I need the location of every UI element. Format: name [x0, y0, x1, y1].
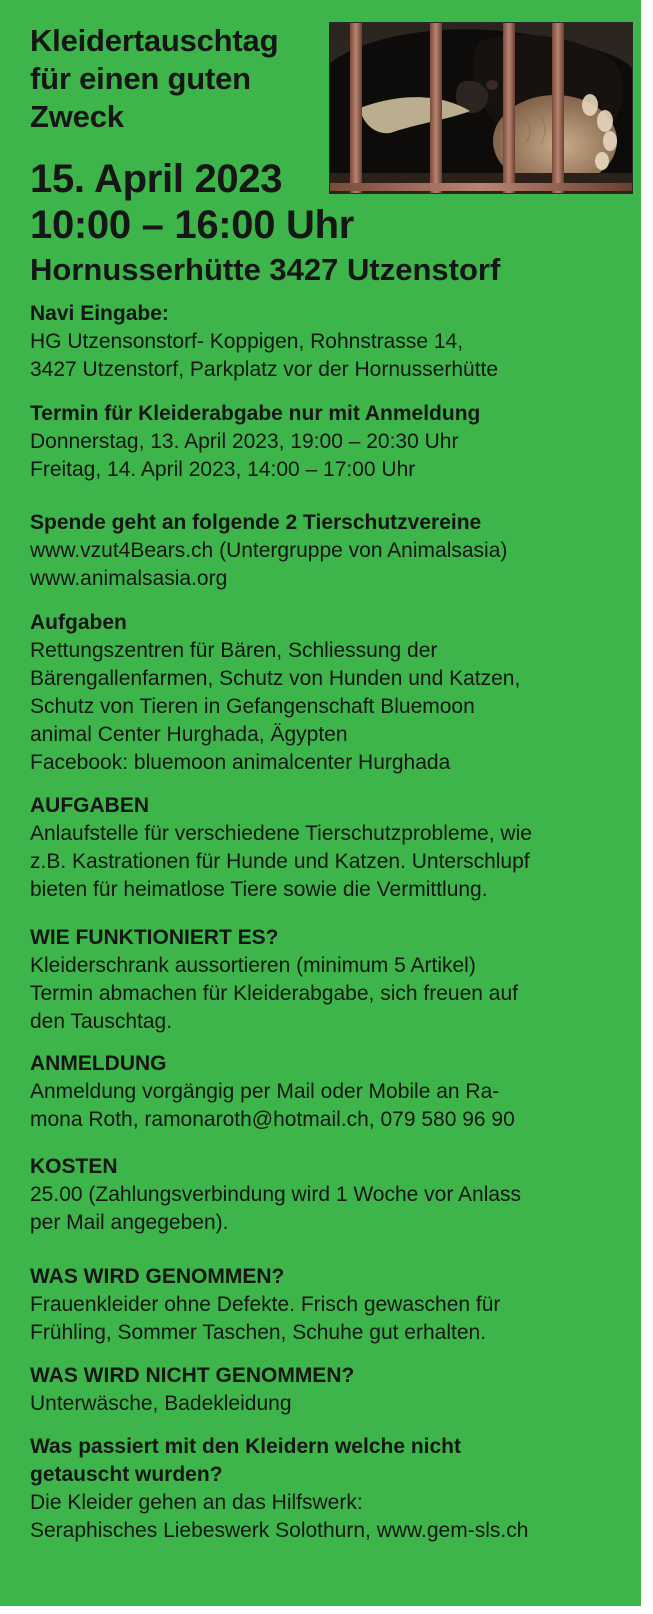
poster-title-line: Kleidertauschtag — [30, 23, 279, 58]
section-line: den Tauschtag. — [30, 1010, 173, 1033]
section-heading: KOSTEN — [30, 1155, 118, 1178]
bear-photo-illustration — [330, 23, 632, 193]
event-venue: Hornusserhütte 3427 Utzenstorf — [30, 252, 501, 287]
poster-title-line: Zweck — [30, 99, 124, 134]
section-line: Frühling, Sommer Taschen, Schuhe gut erhalten. — [30, 1321, 487, 1344]
section-heading: ANMELDUNG — [30, 1052, 167, 1075]
section-line: animal Center Hurghada, Ägypten — [30, 723, 348, 746]
section-spende — [30, 509, 630, 593]
section-heading: Termin für Kleiderabgabe nur mit Anmeldung — [30, 402, 481, 425]
section-line: Frauenkleider ohne Defekte. Frisch gewaschen für — [30, 1293, 501, 1316]
section-termin — [30, 400, 630, 484]
section-line: bieten für heimatlose Tiere sowie die Vermittlung. — [30, 878, 488, 901]
section-line: mona Roth, ramonaroth@hotmail.ch, 079 580 96 90 — [30, 1108, 515, 1131]
section-line: www.vzut4Bears.ch (Untergruppe von Animalsasia) — [30, 539, 508, 562]
section-line: Seraphisches Liebeswerk Solothurn, www.gem-sls.ch — [30, 1519, 529, 1542]
title-block — [30, 22, 330, 136]
section-aufgaben-1 — [30, 609, 630, 777]
section-heading: Was passiert mit den Kleidern welche nicht — [30, 1435, 462, 1458]
section-anmeldung — [30, 1050, 630, 1134]
section-heading: WAS WIRD NICHT GENOMMEN? — [30, 1364, 355, 1387]
section-line: Freitag, 14. April 2023, 14:00 – 17:00 Uhr — [30, 458, 416, 481]
section-heading: WIE FUNKTIONIERT ES? — [30, 926, 279, 949]
section-line: Donnerstag, 13. April 2023, 19:00 – 20:30 Uhr — [30, 430, 459, 453]
section-navi — [30, 300, 630, 384]
section-aufgaben-2 — [30, 792, 630, 904]
section-heading: getauscht wurden? — [30, 1463, 223, 1486]
poster-title-line: für einen guten — [30, 61, 251, 96]
section-line: z.B. Kastrationen für Hunde und Katzen. Unterschlupf — [30, 850, 530, 873]
section-line: Facebook: bluemoon animalcenter Hurghada — [30, 751, 451, 774]
section-line: 25.00 (Zahlungsverbindung wird 1 Woche vor Anlass — [30, 1183, 522, 1206]
section-passiert — [30, 1433, 630, 1545]
section-heading: Spende geht an folgende 2 Tierschutzvereine — [30, 511, 482, 534]
section-genommen — [30, 1263, 630, 1347]
section-line: Schutz von Tieren in Gefangenschaft Bluemoon — [30, 695, 475, 718]
section-kosten — [30, 1153, 630, 1237]
section-line: Termin abmachen für Kleiderabgabe, sich freuen auf — [30, 982, 518, 1005]
section-line: Bärengallenfarmen, Schutz von Hunden und Katzen, — [30, 667, 521, 690]
section-heading: AUFGABEN — [30, 794, 149, 817]
event-date: 15. April 2023 — [30, 157, 283, 201]
section-heading: WAS WIRD GENOMMEN? — [30, 1265, 285, 1288]
section-line: www.animalsasia.org — [30, 567, 228, 590]
section-heading: Aufgaben — [30, 611, 127, 634]
section-nicht-genommen — [30, 1362, 630, 1418]
section-line: Anlaufstelle für verschiedene Tierschutzprobleme, wie — [30, 822, 532, 845]
section-line: Die Kleider gehen an das Hilfswerk: — [30, 1491, 363, 1514]
section-line: per Mail angegeben). — [30, 1211, 229, 1234]
event-time: 10:00 – 16:00 Uhr — [30, 203, 354, 247]
section-line: Kleiderschrank aussortieren (minimum 5 Artikel) — [30, 954, 476, 977]
section-line: Anmeldung vorgängig per Mail oder Mobile an Ra- — [30, 1080, 500, 1103]
section-line: Unterwäsche, Badekleidung — [30, 1392, 292, 1415]
bear-behind-bars-image — [329, 22, 633, 194]
section-line: HG Utzensonstorf- Koppigen, Rohnstrasse 14, — [30, 330, 464, 353]
section-heading: Navi Eingabe: — [30, 302, 169, 325]
section-line: Rettungszentren für Bären, Schliessung der — [30, 639, 438, 662]
section-line: 3427 Utzenstorf, Parkplatz vor der Hornusserhütte — [30, 358, 499, 381]
section-funktion — [30, 924, 630, 1036]
